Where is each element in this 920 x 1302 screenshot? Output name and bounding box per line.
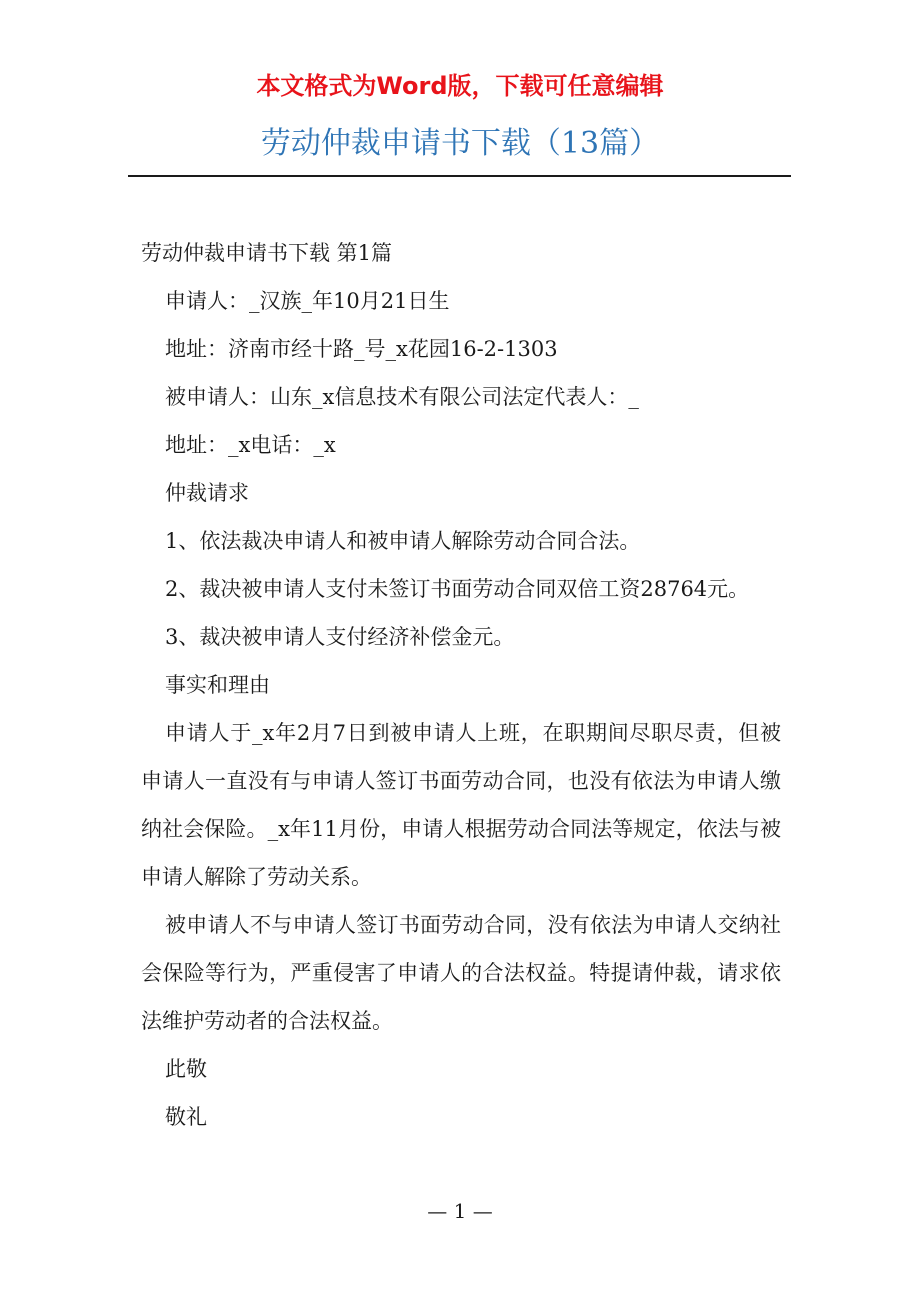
applicant-address-line: 地址：济南市经十路_号_x花园16-2-1303	[165, 337, 558, 361]
applicant-line: 申请人：_汉族_年10月21日生	[165, 289, 450, 313]
respondent-address-line: 地址：_x电话：_x	[165, 433, 336, 457]
facts-paragraph: 申请人于_x年2月7日到被申请人上班，在职期间尽职尽责，但被申请人一直没有与申请人签订书面劳动合同，也没有依法为申请人缴纳社会保险。_x年11月份，申请人根据劳动合同法等规定，依法与被申请人解除了劳动关系。	[141, 721, 781, 889]
claim-item: 3、裁决被申请人支付经济补偿金元。	[165, 625, 515, 649]
closing-salutation: 此敬	[165, 1057, 207, 1081]
format-notice-banner: 本文格式为Word版，下载可任意编辑	[256, 72, 664, 100]
page-number: — 1 —	[427, 1199, 493, 1223]
claims-heading: 仲裁请求	[165, 481, 249, 505]
facts-heading: 事实和理由	[165, 673, 270, 697]
title-divider	[128, 175, 791, 177]
claim-item: 2、裁决被申请人支付未签订书面劳动合同双倍工资28764元。	[165, 577, 750, 601]
closing-salutation: 敬礼	[165, 1105, 207, 1129]
facts-paragraph: 被申请人不与申请人签订书面劳动合同，没有依法为申请人交纳社会保险等行为，严重侵害了申请人的合法权益。特提请仲裁，请求依法维护劳动者的合法权益。	[141, 913, 781, 1033]
section-title: 劳动仲裁申请书下载 第1篇	[141, 241, 393, 265]
respondent-line: 被申请人：山东_x信息技术有限公司法定代表人：_	[165, 385, 639, 409]
document-title: 劳动仲裁申请书下载（13篇）	[260, 126, 660, 161]
document-body	[141, 229, 781, 1141]
claim-item: 1、依法裁决申请人和被申请人解除劳动合同合法。	[165, 529, 641, 553]
